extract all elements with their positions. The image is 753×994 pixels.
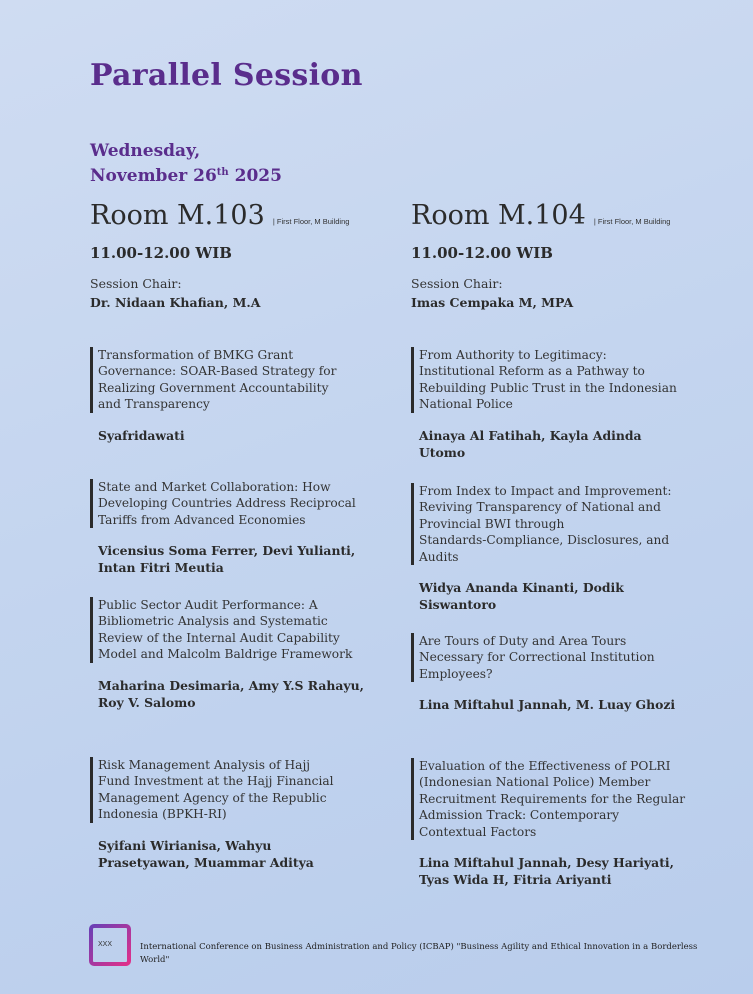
date-month-day: November 26 [90,166,217,186]
paper-authors: Syafridawati [98,427,185,443]
room-column-m103 [90,200,390,870]
session-date [90,140,282,187]
date-year: 2025 [234,166,282,186]
paper-authors: Syifani Wirianisa, Wahyu Prasetyawan, Muammar Aditya [98,837,314,870]
room-column-m104 [411,200,711,888]
paper-authors: Ainaya Al Fatihah, Kayla Adinda Utomo [419,427,642,460]
paper-entry [90,757,380,871]
paper-title: Transformation of BMKG Grant Governance: SOAR-Based Strategy for Realizing Government Accountability and Transparency [90,347,380,413]
room-location: | First Floor, M Building [272,217,350,226]
session-chair-label: Session Chair: [90,276,182,291]
paper-entry [90,347,380,444]
paper-authors: Lina Miftahul Jannah, Desy Hariyati, Tyas Wida H, Fitria Ariyanti [419,855,674,888]
footer-conference-text: International Conference on Business Administration and Policy (ICBAP) "Business Agility and Ethical Innovation in a Borderless World" [140,942,698,965]
paper-title: Evaluation of the Effectiveness of POLRI (Indonesian National Police) Member Recruitment Requirements for the Regular Admission Track: Contemporary Contextual Factors [411,758,701,840]
paper-title: Risk Management Analysis of Hajj Fund Investment at the Hajj Financial Management Agency of the Republic Indonesia (BPKH-RI) [90,757,380,823]
logo-label: XXX [98,941,113,948]
date-weekday: Wednesday, [90,141,201,161]
paper-entry [411,633,701,713]
date-suffix: th [216,167,229,178]
paper-entry [90,597,380,711]
paper-title: Public Sector Audit Performance: A Bibliometric Analysis and Systematic Review of the Internal Audit Capability Model and Malcolm Baldrige Framework [90,597,380,663]
paper-authors: Lina Miftahul Jannah, M. Luay Ghozi [419,697,676,713]
room-name: Room M.103 [90,200,265,231]
paper-title: Are Tours of Duty and Area Tours Necessary for Correctional Institution Employees? [411,633,701,682]
room-location: | First Floor, M Building [593,217,671,226]
room-header [90,200,390,236]
session-chair-label: Session Chair: [411,276,503,291]
page-title: Parallel Session [90,58,363,93]
paper-authors: Vicensius Soma Ferrer, Devi Yulianti, Intan Fitri Meutia [98,543,356,576]
session-time: 11.00-12.00 WIB [90,244,232,262]
session-time: 11.00-12.00 WIB [411,244,553,262]
session-chair-name: Dr. Nidaan Khafian, M.A [90,295,261,310]
paper-title: From Index to Impact and Improvement: Reviving Transparency of National and Provincial BWI through Standards-Compliance, Disclosures, and Audits [411,483,701,565]
paper-title: State and Market Collaboration: How Developing Countries Address Reciprocal Tariffs from Advanced Economies [90,479,380,528]
date-full [90,162,282,187]
paper-title: From Authority to Legitimacy: Institutional Reform as a Pathway to Rebuilding Public Trust in the Indonesian National Police [411,347,701,413]
paper-entry [411,347,701,461]
session-chair-name: Imas Cempaka M, MPA [411,295,574,310]
paper-entry [90,479,380,576]
room-name: Room M.104 [411,200,586,231]
paper-authors: Widya Ananda Kinanti, Dodik Siswantoro [419,580,624,613]
paper-entry [411,758,701,888]
paper-authors: Maharina Desimaria, Amy Y.S Rahayu, Roy V. Salomo [98,677,364,710]
room-header [411,200,711,236]
paper-entry [411,483,701,613]
